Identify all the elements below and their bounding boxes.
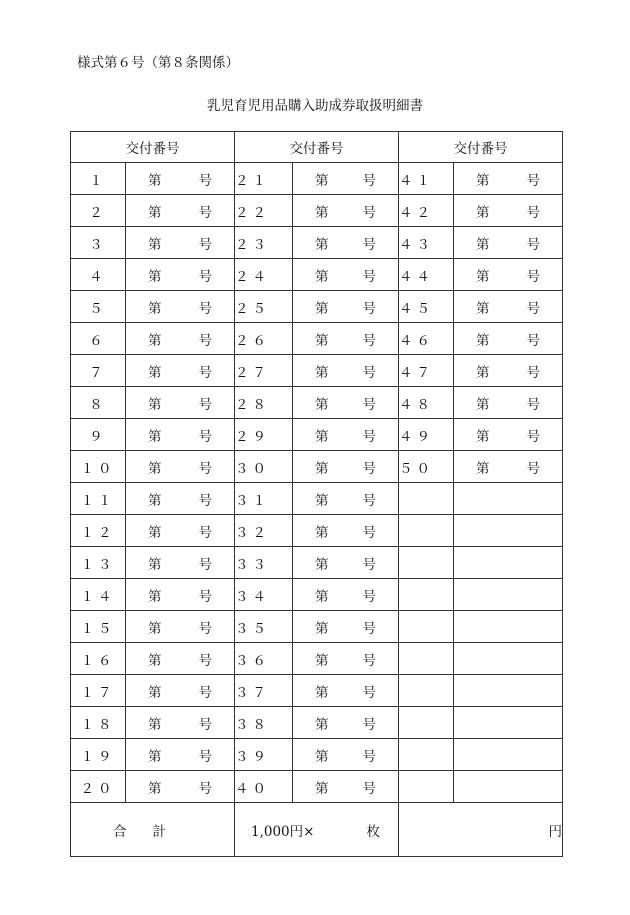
go-label: 号	[526, 300, 540, 317]
table-row	[71, 291, 563, 323]
issue-number-cell: ４５	[399, 291, 454, 323]
dai-label: 第	[148, 588, 162, 605]
dai-label: 第	[315, 748, 329, 765]
form-number-label: 様式第６号（第８条関係）	[77, 55, 239, 71]
issue-number-cell	[399, 643, 454, 675]
dai-label: 第	[148, 460, 162, 477]
issue-number-cell: １０	[71, 451, 126, 483]
dai-label: 第	[148, 204, 162, 221]
issue-number-cell: １９	[71, 739, 126, 771]
dai-label: 第	[148, 428, 162, 445]
dai-label: 第	[148, 652, 162, 669]
ticket-number-entry-cell[interactable]	[454, 387, 563, 419]
ticket-number-entry-cell[interactable]	[126, 227, 235, 259]
issue-number-cell: １１	[71, 483, 126, 515]
table-row	[71, 515, 563, 547]
ticket-number-entry-cell[interactable]	[293, 227, 399, 259]
dai-label: 第	[148, 748, 162, 765]
table-row	[71, 195, 563, 227]
issue-number-cell: ４７	[399, 355, 454, 387]
ticket-number-entry-cell[interactable]	[126, 195, 235, 227]
table-row	[71, 771, 563, 803]
issue-number-cell: ３	[71, 227, 126, 259]
ticket-number-entry-cell[interactable]	[293, 323, 399, 355]
unit-price-label: 1,000円×	[251, 823, 315, 840]
dai-label: 第	[148, 268, 162, 285]
table-row	[71, 259, 563, 291]
dai-label: 第	[315, 524, 329, 541]
issue-number-cell: ４４	[399, 259, 454, 291]
ticket-number-entry-cell[interactable]	[454, 227, 563, 259]
go-label: 号	[362, 268, 376, 285]
ticket-number-entry-cell[interactable]	[454, 547, 563, 579]
issue-number-cell: １３	[71, 547, 126, 579]
ticket-number-entry-cell[interactable]	[293, 419, 399, 451]
ticket-number-entry-cell[interactable]	[293, 547, 399, 579]
go-label: 号	[198, 748, 212, 765]
voucher-detail-table	[70, 131, 563, 857]
ticket-number-entry-cell[interactable]	[126, 771, 235, 803]
issue-number-cell: ３７	[235, 675, 293, 707]
ticket-number-entry-cell[interactable]	[126, 355, 235, 387]
go-label: 号	[198, 364, 212, 381]
dai-label: 第	[148, 524, 162, 541]
ticket-number-entry-cell[interactable]	[454, 707, 563, 739]
issue-number-cell	[399, 547, 454, 579]
ticket-number-entry-cell[interactable]	[454, 323, 563, 355]
go-label: 号	[526, 204, 540, 221]
issue-number-cell: ３０	[235, 451, 293, 483]
dai-label: 第	[476, 300, 490, 317]
issue-number-cell: ２８	[235, 387, 293, 419]
issue-number-cell	[399, 771, 454, 803]
ticket-number-entry-cell[interactable]	[293, 675, 399, 707]
go-label: 号	[198, 524, 212, 541]
dai-label: 第	[315, 428, 329, 445]
dai-label: 第	[315, 780, 329, 797]
dai-label: 第	[315, 492, 329, 509]
ticket-number-entry-cell[interactable]	[126, 419, 235, 451]
dai-label: 第	[148, 332, 162, 349]
ticket-number-entry-cell[interactable]	[293, 515, 399, 547]
issue-number-cell: ２７	[235, 355, 293, 387]
dai-label: 第	[315, 556, 329, 573]
dai-label: 第	[148, 620, 162, 637]
table-row	[71, 707, 563, 739]
dai-label: 第	[148, 716, 162, 733]
go-label: 号	[198, 332, 212, 349]
dai-label: 第	[315, 396, 329, 413]
dai-label: 第	[315, 684, 329, 701]
dai-label: 第	[476, 204, 490, 221]
go-label: 号	[198, 300, 212, 317]
go-label: 号	[362, 172, 376, 189]
go-label: 号	[362, 748, 376, 765]
go-label: 号	[362, 556, 376, 573]
issue-number-cell: ８	[71, 387, 126, 419]
go-label: 号	[198, 652, 212, 669]
issue-number-cell: ２６	[235, 323, 293, 355]
ticket-number-entry-cell[interactable]	[454, 483, 563, 515]
ticket-number-entry-cell[interactable]	[126, 739, 235, 771]
issue-number-cell: ４８	[399, 387, 454, 419]
issue-number-cell: ２２	[235, 195, 293, 227]
issue-number-cell: ７	[71, 355, 126, 387]
go-label: 号	[362, 236, 376, 253]
go-label: 号	[198, 780, 212, 797]
go-label: 号	[362, 460, 376, 477]
go-label: 号	[526, 364, 540, 381]
ticket-number-entry-cell[interactable]	[293, 291, 399, 323]
go-label: 号	[198, 588, 212, 605]
issue-number-cell: １	[71, 163, 126, 195]
dai-label: 第	[315, 620, 329, 637]
issue-number-cell: ４３	[399, 227, 454, 259]
ticket-number-entry-cell[interactable]	[293, 163, 399, 195]
issue-number-cell: ９	[71, 419, 126, 451]
go-label: 号	[526, 460, 540, 477]
issue-number-cell: ４０	[235, 771, 293, 803]
ticket-number-entry-cell[interactable]	[126, 323, 235, 355]
dai-label: 第	[148, 364, 162, 381]
ticket-number-entry-cell[interactable]	[454, 291, 563, 323]
ticket-number-entry-cell[interactable]	[454, 163, 563, 195]
table-row	[71, 387, 563, 419]
dai-label: 第	[315, 204, 329, 221]
table-row	[71, 611, 563, 643]
dai-label: 第	[315, 460, 329, 477]
column-header-issue-number: 交付番号	[71, 132, 235, 163]
column-header-issue-number: 交付番号	[399, 132, 563, 163]
issue-number-cell: ４９	[399, 419, 454, 451]
go-label: 号	[362, 588, 376, 605]
issue-number-cell: ６	[71, 323, 126, 355]
ticket-number-entry-cell[interactable]	[293, 195, 399, 227]
dai-label: 第	[476, 332, 490, 349]
table-row	[71, 579, 563, 611]
document-title: 乳児育児用品購入助成券取扱明細書	[207, 98, 423, 114]
ticket-number-entry-cell[interactable]	[454, 355, 563, 387]
go-label: 号	[362, 524, 376, 541]
ticket-number-entry-cell[interactable]	[454, 515, 563, 547]
issue-number-cell: ４６	[399, 323, 454, 355]
sheet-count-unit: 枚	[366, 823, 380, 840]
dai-label: 第	[315, 300, 329, 317]
total-row	[71, 803, 563, 857]
dai-label: 第	[315, 172, 329, 189]
table-row	[71, 739, 563, 771]
issue-number-cell: ３２	[235, 515, 293, 547]
issue-number-cell: ５０	[399, 451, 454, 483]
dai-label: 第	[148, 780, 162, 797]
dai-label: 第	[315, 332, 329, 349]
issue-number-cell	[399, 707, 454, 739]
issue-number-cell	[399, 611, 454, 643]
issue-number-cell	[399, 739, 454, 771]
ticket-number-entry-cell[interactable]	[293, 483, 399, 515]
ticket-number-entry-cell[interactable]	[293, 579, 399, 611]
go-label: 号	[362, 780, 376, 797]
issue-number-cell: １５	[71, 611, 126, 643]
issue-number-cell	[399, 515, 454, 547]
ticket-count-field[interactable]	[235, 803, 399, 857]
go-label: 号	[198, 556, 212, 573]
dai-label: 第	[476, 236, 490, 253]
issue-number-cell: ３４	[235, 579, 293, 611]
ticket-number-entry-cell[interactable]	[126, 547, 235, 579]
dai-label: 第	[148, 492, 162, 509]
go-label: 号	[198, 428, 212, 445]
table-row	[71, 451, 563, 483]
issue-number-cell: ４１	[399, 163, 454, 195]
ticket-number-entry-cell[interactable]	[126, 579, 235, 611]
dai-label: 第	[148, 172, 162, 189]
issue-number-cell: ４	[71, 259, 126, 291]
go-label: 号	[362, 492, 376, 509]
go-label: 号	[198, 492, 212, 509]
dai-label: 第	[315, 236, 329, 253]
ticket-number-entry-cell[interactable]	[293, 259, 399, 291]
table-row	[71, 163, 563, 195]
dai-label: 第	[476, 364, 490, 381]
ticket-number-entry-cell[interactable]	[454, 451, 563, 483]
dai-label: 第	[315, 716, 329, 733]
ticket-number-entry-cell[interactable]	[126, 611, 235, 643]
issue-number-cell: ３８	[235, 707, 293, 739]
dai-label: 第	[148, 556, 162, 573]
go-label: 号	[362, 396, 376, 413]
ticket-number-entry-cell[interactable]	[293, 643, 399, 675]
ticket-number-entry-cell[interactable]	[454, 419, 563, 451]
ticket-number-entry-cell[interactable]	[126, 643, 235, 675]
dai-label: 第	[476, 428, 490, 445]
issue-number-cell: １２	[71, 515, 126, 547]
go-label: 号	[362, 684, 376, 701]
total-label: 合計	[71, 803, 235, 857]
issue-number-cell: ２４	[235, 259, 293, 291]
issue-number-cell: ３９	[235, 739, 293, 771]
go-label: 号	[198, 620, 212, 637]
table-row	[71, 643, 563, 675]
total-amount-field[interactable]	[399, 803, 563, 857]
ticket-number-entry-cell[interactable]	[293, 355, 399, 387]
issue-number-cell: ４２	[399, 195, 454, 227]
dai-label: 第	[148, 236, 162, 253]
ticket-number-entry-cell[interactable]	[126, 291, 235, 323]
go-label: 号	[362, 652, 376, 669]
go-label: 号	[198, 684, 212, 701]
go-label: 号	[198, 268, 212, 285]
go-label: 号	[526, 428, 540, 445]
issue-number-cell: ３１	[235, 483, 293, 515]
go-label: 号	[362, 204, 376, 221]
issue-number-cell: １６	[71, 643, 126, 675]
dai-label: 第	[148, 684, 162, 701]
go-label: 号	[526, 236, 540, 253]
yen-unit: 円	[548, 823, 562, 840]
table-row	[71, 675, 563, 707]
dai-label: 第	[315, 652, 329, 669]
dai-label: 第	[476, 172, 490, 189]
ticket-number-entry-cell[interactable]	[126, 259, 235, 291]
issue-number-cell: ３３	[235, 547, 293, 579]
ticket-number-entry-cell[interactable]	[293, 739, 399, 771]
ticket-number-entry-cell[interactable]	[454, 259, 563, 291]
dai-label: 第	[476, 268, 490, 285]
table-row	[71, 547, 563, 579]
issue-number-cell: ２９	[235, 419, 293, 451]
issue-number-cell: １７	[71, 675, 126, 707]
issue-number-cell: １８	[71, 707, 126, 739]
ticket-number-entry-cell[interactable]	[126, 483, 235, 515]
table-row	[71, 227, 563, 259]
issue-number-cell: ３５	[235, 611, 293, 643]
go-label: 号	[198, 172, 212, 189]
ticket-number-entry-cell[interactable]	[126, 675, 235, 707]
table-header-row	[71, 132, 563, 163]
issue-number-cell: ２	[71, 195, 126, 227]
go-label: 号	[198, 716, 212, 733]
ticket-number-entry-cell[interactable]	[126, 387, 235, 419]
dai-label: 第	[148, 300, 162, 317]
issue-number-cell	[399, 483, 454, 515]
go-label: 号	[526, 268, 540, 285]
ticket-number-entry-cell[interactable]	[454, 579, 563, 611]
go-label: 号	[362, 300, 376, 317]
table-row	[71, 419, 563, 451]
go-label: 号	[198, 396, 212, 413]
go-label: 号	[362, 332, 376, 349]
go-label: 号	[526, 396, 540, 413]
ticket-number-entry-cell[interactable]	[293, 771, 399, 803]
ticket-number-entry-cell[interactable]	[454, 739, 563, 771]
ticket-number-entry-cell[interactable]	[126, 163, 235, 195]
issue-number-cell: ２１	[235, 163, 293, 195]
table-row	[71, 355, 563, 387]
issue-number-cell: ２０	[71, 771, 126, 803]
ticket-number-entry-cell[interactable]	[293, 451, 399, 483]
go-label: 号	[526, 172, 540, 189]
ticket-number-entry-cell[interactable]	[454, 771, 563, 803]
ticket-number-entry-cell[interactable]	[454, 675, 563, 707]
table-row	[71, 323, 563, 355]
go-label: 号	[198, 460, 212, 477]
issue-number-cell: １４	[71, 579, 126, 611]
ticket-number-entry-cell[interactable]	[293, 707, 399, 739]
go-label: 号	[362, 428, 376, 445]
issue-number-cell: ５	[71, 291, 126, 323]
ticket-number-entry-cell[interactable]	[454, 195, 563, 227]
go-label: 号	[198, 204, 212, 221]
ticket-number-entry-cell[interactable]	[126, 451, 235, 483]
dai-label: 第	[476, 396, 490, 413]
column-header-issue-number: 交付番号	[235, 132, 399, 163]
go-label: 号	[362, 364, 376, 381]
issue-number-cell: ３６	[235, 643, 293, 675]
issue-number-cell	[399, 675, 454, 707]
go-label: 号	[526, 332, 540, 349]
table-row	[71, 483, 563, 515]
dai-label: 第	[315, 268, 329, 285]
ticket-number-entry-cell[interactable]	[454, 611, 563, 643]
go-label: 号	[362, 716, 376, 733]
ticket-number-entry-cell[interactable]	[454, 643, 563, 675]
ticket-number-entry-cell[interactable]	[126, 707, 235, 739]
dai-label: 第	[315, 364, 329, 381]
issue-number-cell	[399, 579, 454, 611]
issue-number-cell: ２３	[235, 227, 293, 259]
issue-number-cell: ２５	[235, 291, 293, 323]
dai-label: 第	[148, 396, 162, 413]
ticket-number-entry-cell[interactable]	[293, 387, 399, 419]
ticket-number-entry-cell[interactable]	[126, 515, 235, 547]
go-label: 号	[198, 236, 212, 253]
go-label: 号	[362, 620, 376, 637]
ticket-number-entry-cell[interactable]	[293, 611, 399, 643]
dai-label: 第	[315, 588, 329, 605]
dai-label: 第	[476, 460, 490, 477]
